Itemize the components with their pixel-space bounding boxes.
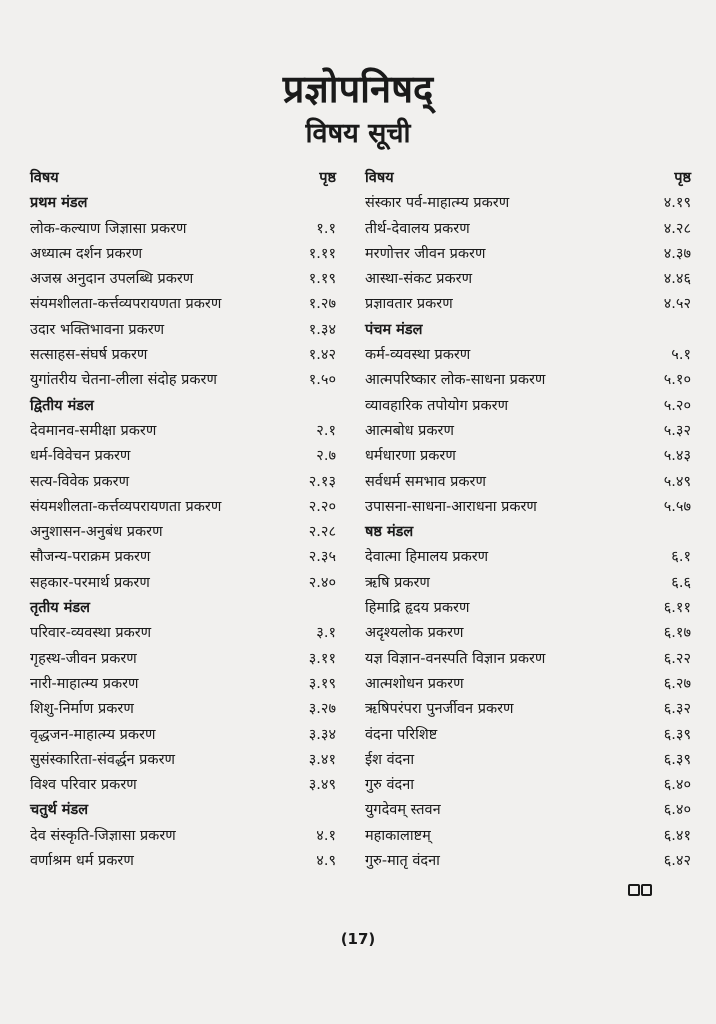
toc-entry (365, 495, 691, 520)
toc-entry (365, 824, 691, 849)
toc-entry (365, 773, 691, 798)
toc-entry (365, 571, 691, 596)
entry-page: ५.५७ (663, 498, 691, 515)
toc-header (365, 166, 691, 191)
entry-title: संयमशीलता-कर्त्तव्यपरायणता प्रकरण (30, 296, 222, 313)
toc-header (30, 166, 336, 191)
toc-entry (30, 545, 336, 570)
toc-entry (365, 267, 691, 292)
section-heading (365, 318, 691, 343)
toc-entry (30, 824, 336, 849)
entry-page: ६.४२ (663, 853, 691, 870)
entry-page: ३.४९ (308, 777, 336, 794)
entry-title: द्वितीय मंडल (30, 397, 94, 414)
entry-page: १.५० (308, 372, 336, 389)
entry-title: सौजन्य-पराक्रम प्रकरण (30, 549, 151, 566)
entry-page: १.१ (316, 220, 336, 237)
toc-entry (30, 267, 336, 292)
entry-page: ५.१० (663, 372, 691, 389)
toc-entry (365, 748, 691, 773)
toc-entry (365, 849, 691, 874)
entry-page: ४.४६ (663, 271, 691, 288)
entry-page: ४.१ (316, 827, 336, 844)
toc-entry (30, 444, 336, 469)
toc-entry (365, 444, 691, 469)
toc-entry (365, 672, 691, 697)
toc-entry (30, 419, 336, 444)
toc-entry (30, 571, 336, 596)
entry-page: ६.१७ (663, 625, 691, 642)
entry-title: आत्मशोधन प्रकरण (365, 675, 464, 692)
page-subtitle: विषय सूची (305, 118, 411, 149)
entry-page: १.२७ (308, 296, 336, 313)
toc-entry (365, 697, 691, 722)
entry-title: शिशु-निर्माण प्रकरण (30, 701, 134, 718)
toc-entry (30, 242, 336, 267)
entry-page: २.२८ (308, 524, 336, 541)
end-mark-icon (628, 884, 652, 896)
entry-title: मरणोत्तर जीवन प्रकरण (365, 245, 486, 262)
section-heading (30, 798, 336, 823)
entry-page: १.४२ (308, 347, 336, 364)
entry-title: व्यावहारिक तपोयोग प्रकरण (365, 397, 509, 414)
entry-title: सत्य-विवेक प्रकरण (30, 473, 130, 490)
entry-page: ५.३२ (663, 422, 691, 439)
entry-title: पंचम मंडल (365, 321, 423, 338)
entry-page: ५.४३ (663, 448, 691, 465)
entry-title: आस्था-संकट प्रकरण (365, 271, 473, 288)
entry-page: ४.२८ (663, 220, 691, 237)
entry-page: ६.६ (671, 574, 691, 591)
entry-page: ६.४० (663, 802, 691, 819)
entry-title: महाकालाष्टम् (365, 827, 431, 844)
toc-entry (365, 723, 691, 748)
entry-title: सुसंस्कारिता-संवर्द्धन प्रकरण (30, 751, 175, 768)
toc-entry (365, 191, 691, 216)
entry-page: २.१ (316, 422, 336, 439)
entry-title: कर्म-व्यवस्था प्रकरण (365, 347, 471, 364)
entry-title: आत्मपरिष्कार लोक-साधना प्रकरण (365, 372, 546, 389)
entry-page: १.११ (308, 245, 336, 262)
entry-page: ६.१ (671, 549, 691, 566)
entry-title: सत्साहस-संघर्ष प्रकरण (30, 347, 148, 364)
toc-entry (365, 647, 691, 672)
entry-title: चतुर्थ मंडल (30, 802, 89, 819)
entry-page: ४.३७ (663, 245, 691, 262)
entry-page: ३.३४ (308, 726, 336, 743)
page-header: पृष्ठ (319, 170, 336, 186)
toc-entry (30, 470, 336, 495)
entry-title: वंदना परिशिष्ट (365, 726, 438, 743)
toc-entry (365, 242, 691, 267)
toc-entry (365, 596, 691, 621)
page-title: प्रज्ञोपनिषद् (282, 67, 434, 111)
entry-title: गुरु वंदना (365, 777, 415, 794)
entry-page: २.७ (316, 448, 336, 465)
toc-entry (30, 723, 336, 748)
entry-title: सर्वधर्म समभाव प्रकरण (365, 473, 486, 490)
toc-entry (30, 292, 336, 317)
entry-title: गुरु-मातृ वंदना (365, 853, 440, 870)
page-number: (17) (340, 930, 376, 948)
toc-entry (30, 520, 336, 545)
entry-title: तृतीय मंडल (30, 600, 91, 617)
entry-title: देव संस्कृति-जिज्ञासा प्रकरण (30, 827, 176, 844)
toc-entry (30, 773, 336, 798)
toc-entry (30, 318, 336, 343)
toc-entry (30, 748, 336, 773)
entry-page: २.१३ (308, 473, 336, 490)
entry-title: धर्मधारणा प्रकरण (365, 448, 456, 465)
entry-title: यज्ञ विज्ञान-वनस्पति विज्ञान प्रकरण (365, 650, 546, 667)
entry-page: ६.११ (663, 600, 691, 617)
entry-title: नारी-माहात्म्य प्रकरण (30, 675, 139, 692)
entry-title: संयमशीलता-कर्त्तव्यपरायणता प्रकरण (30, 498, 222, 515)
entry-page: ४.९ (316, 853, 336, 870)
entry-page: ६.३९ (663, 726, 691, 743)
toc-entry (365, 217, 691, 242)
entry-page: ३.४१ (308, 751, 336, 768)
entry-title: अदृश्यलोक प्रकरण (365, 625, 464, 642)
entry-page: ६.३२ (663, 701, 691, 718)
subject-header: विषय (30, 170, 59, 186)
entry-title: उपासना-साधना-आराधना प्रकरण (365, 498, 537, 515)
entry-page: ५.१ (671, 347, 691, 364)
entry-title: अध्यात्म दर्शन प्रकरण (30, 245, 143, 262)
entry-title: वर्णाश्रम धर्म प्रकरण (30, 853, 134, 870)
toc-entry (30, 621, 336, 646)
entry-page: ६.२२ (663, 650, 691, 667)
toc-entry (30, 849, 336, 874)
toc-entry (30, 697, 336, 722)
toc-entry (365, 292, 691, 317)
toc-left-column (30, 166, 336, 874)
section-heading (30, 191, 336, 216)
entry-page: ३.२७ (308, 701, 336, 718)
entry-title: प्रथम मंडल (30, 195, 88, 212)
section-heading (30, 596, 336, 621)
entry-title: परिवार-व्यवस्था प्रकरण (30, 625, 152, 642)
entry-page: ३.१९ (308, 675, 336, 692)
entry-title: अजस्र अनुदान उपलब्धि प्रकरण (30, 271, 194, 288)
entry-title: गृहस्थ-जीवन प्रकरण (30, 650, 137, 667)
entry-title: युगदेवम् स्तवन (365, 802, 441, 819)
toc-entry (30, 647, 336, 672)
entry-page: ४.१९ (663, 195, 691, 212)
entry-title: ईश वंदना (365, 751, 415, 768)
entry-page: २.२० (308, 498, 336, 515)
entry-page: २.४० (308, 574, 336, 591)
toc-entry (365, 798, 691, 823)
toc-entry (30, 343, 336, 368)
entry-page: ६.२७ (663, 675, 691, 692)
entry-title: तीर्थ-देवालय प्रकरण (365, 220, 470, 237)
entry-title: अनुशासन-अनुबंध प्रकरण (30, 524, 163, 541)
entry-title: देवात्मा हिमालय प्रकरण (365, 549, 489, 566)
section-heading (30, 394, 336, 419)
entry-page: १.३४ (308, 321, 336, 338)
entry-title: संस्कार पर्व-माहात्म्य प्रकरण (365, 195, 510, 212)
entry-page: ६.४० (663, 777, 691, 794)
entry-title: ऋषिपरंपरा पुनर्जीवन प्रकरण (365, 701, 514, 718)
entry-page: ४.५२ (663, 296, 691, 313)
entry-title: धर्म-विवेचन प्रकरण (30, 448, 131, 465)
toc-entry (365, 368, 691, 393)
entry-title: ऋषि प्रकरण (365, 574, 430, 591)
toc-entry (365, 621, 691, 646)
toc-entry (30, 672, 336, 697)
entry-page: ५.२० (663, 397, 691, 414)
entry-page: ३.११ (308, 650, 336, 667)
page-header: पृष्ठ (674, 170, 691, 186)
entry-title: देवमानव-समीक्षा प्रकरण (30, 422, 157, 439)
toc-entry (365, 470, 691, 495)
toc-entry (30, 217, 336, 242)
toc-entry (30, 495, 336, 520)
entry-page: ३.१ (316, 625, 336, 642)
entry-page: ६.३९ (663, 751, 691, 768)
entry-title: प्रज्ञावतार प्रकरण (365, 296, 453, 313)
entry-title: लोक-कल्याण जिज्ञासा प्रकरण (30, 220, 187, 237)
entry-page: २.३५ (308, 549, 336, 566)
entry-title: विश्व परिवार प्रकरण (30, 777, 137, 794)
entry-page: १.१९ (308, 271, 336, 288)
toc-entry (365, 545, 691, 570)
toc-right-column (365, 166, 691, 874)
toc-entry (30, 368, 336, 393)
entry-title: वृद्धजन-माहात्म्य प्रकरण (30, 726, 156, 743)
subject-header: विषय (365, 170, 394, 186)
entry-title: सहकार-परमार्थ प्रकरण (30, 574, 150, 591)
entry-title: षष्ठ मंडल (365, 524, 414, 541)
entry-title: युगांतरीय चेतना-लीला संदोह प्रकरण (30, 372, 217, 389)
entry-page: ६.४१ (663, 827, 691, 844)
toc-entry (365, 343, 691, 368)
entry-title: आत्मबोध प्रकरण (365, 422, 454, 439)
entry-page: ५.४९ (663, 473, 691, 490)
toc-entry (365, 419, 691, 444)
entry-title: उदार भक्तिभावना प्रकरण (30, 321, 165, 338)
section-heading (365, 520, 691, 545)
entry-title: हिमाद्रि हृदय प्रकरण (365, 600, 470, 617)
toc-entry (365, 394, 691, 419)
